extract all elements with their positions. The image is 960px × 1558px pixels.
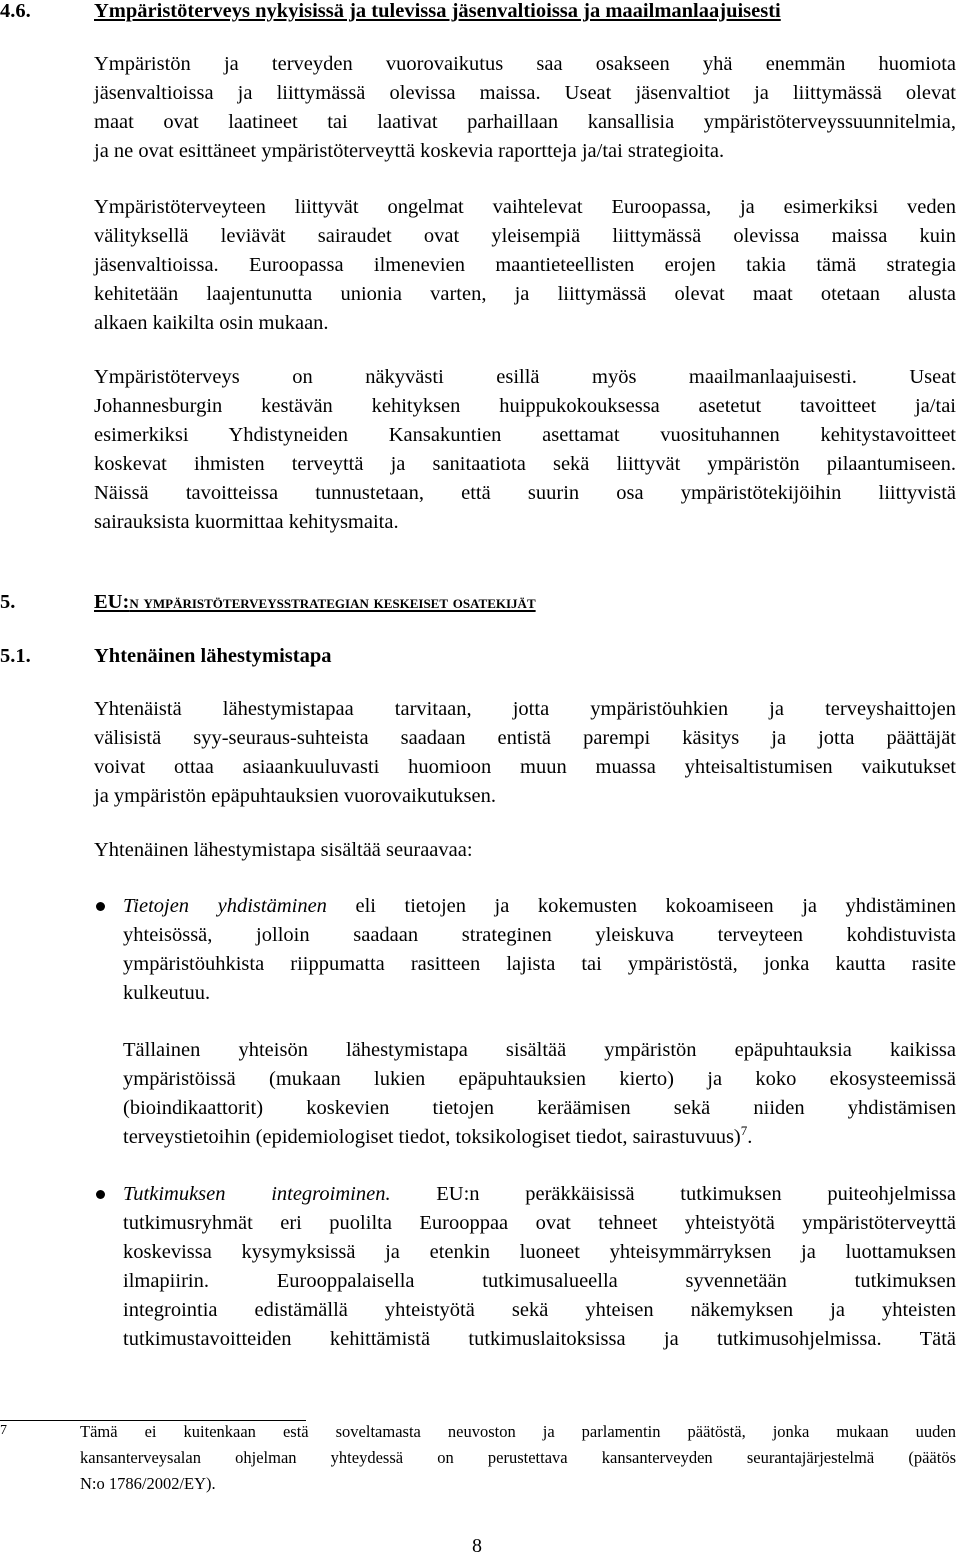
text-line: jäsenvaltioissa. Euroopassa ilmenevien maantieteellisten erojen takia tämä strategia — [94, 254, 956, 276]
text-run: . — [747, 1126, 753, 1148]
text-line: tutkimusryhmät eri puolilta Eurooppaa ovat tehneet yhteistyötä ympäristöterveyttä — [123, 1212, 956, 1234]
paragraph — [94, 695, 956, 811]
text-line: Yhtenäistä lähestymistapaa tarvitaan, jotta ympäristöuhkien ja terveyshaittojen — [94, 698, 956, 720]
section-title: Ympäristöterveys nykyisissä ja tulevissa jäsenvaltioissa ja maailmanlaajuisesti — [94, 0, 781, 22]
text-line: Yhtenäinen lähestymistapa sisältää seuraavaa: — [94, 839, 473, 861]
text-line: ja ne ovat esittäneet ympäristöterveyttä koskevia raportteja ja/tai strategioita. — [94, 140, 725, 162]
text-line: ja ympäristön epäpuhtauksien vuorovaikutuksen. — [94, 785, 496, 807]
paragraph — [94, 193, 956, 338]
footnote-number: 7 — [0, 1423, 7, 1438]
section-title — [94, 589, 536, 616]
text-line: koskevat ihmisten terveyttä ja sanitaatiota sekä liittyvät ympäristön pilaantumiseen. — [94, 453, 956, 475]
section-title-part: EU: — [94, 591, 130, 613]
section-title-part: n ympäristöterveysstrategian keskeiset osatekijät — [129, 592, 536, 613]
bullet-icon — [96, 1190, 105, 1199]
text-line: maat ovat laatineet tai laativat parhaillaan kansallisia ympäristöterveyssuunnitelmia, — [94, 111, 956, 133]
paragraph — [123, 1036, 956, 1152]
text-line: Ympäristöterveys on näkyvästi esillä myös maailmanlaajuisesti. Useat — [94, 366, 956, 388]
section-number: 4.6. — [0, 0, 31, 22]
text-line: ympäristöuhkista riippumatta rasitteen lajista tai ympäristöstä, jonka kautta rasite — [123, 953, 956, 975]
text-line: välisistä syy-seuraus-suhteista saadaan entistä parempi käsitys ja jotta päättäjät — [94, 727, 956, 749]
bullet-term: Tutkimuksen integroiminen. — [123, 1183, 391, 1205]
footnote-text — [80, 1419, 956, 1497]
text-line — [123, 892, 956, 921]
text-line: integrointia edistämällä yhteistyötä sekä yhteisen näkemyksen ja yhteisten — [123, 1299, 956, 1321]
section-number: 5. — [0, 591, 16, 613]
text-line: voivat ottaa asiaankuuluvasti huomioon muun muassa yhteisaltistumisen vaikutukset — [94, 756, 956, 778]
text-line: ilmapiirin. Eurooppalaisella tutkimusalueella syvennetään tutkimuksen — [123, 1270, 956, 1292]
text-line: kansanterveysalan ohjelman yhteydessä on perustettava kansanterveyden seurantajärjestelmä (päätös — [80, 1448, 956, 1467]
text-line: alkaen kaikilta osin mukaan. — [94, 312, 329, 334]
bullet-text: eli tietojen ja kokemusten kokoamiseen ja yhdistäminen — [355, 895, 956, 917]
bullet-icon — [96, 902, 105, 911]
text-line: välityksellä leviävät sairaudet ovat yleisempiä liittymässä olevissa maissa kuin — [94, 225, 956, 247]
text-line: sairauksista kuormittaa kehitysmaita. — [94, 511, 399, 533]
footnote-reference[interactable]: 7 — [740, 1123, 748, 1138]
text-line: kehitetään laajentunutta unionia varten, ja liittymässä olevat maat otetaan alusta — [94, 283, 956, 305]
text-line: Tällainen yhteisön lähestymistapa sisältää ympäristön epäpuhtauksia kaikissa — [123, 1039, 956, 1061]
section-number: 5.1. — [0, 645, 31, 667]
text-line: tutkimustavoitteiden kehittämistä tutkimuslaitoksissa ja tutkimusohjelmissa. Tätä — [123, 1328, 956, 1350]
text-line: koskevissa kysymyksissä ja etenkin luoneet yhteisymmärryksen ja luottamuksen — [123, 1241, 956, 1263]
text-line: (bioindikaattorit) koskevien tietojen keräämisen sekä niiden yhdistämisen — [123, 1097, 956, 1119]
text-line: ympäristöissä (mukaan lukien epäpuhtauksien kierto) ja koko ekosysteemissä — [123, 1068, 956, 1090]
text-line: esimerkiksi Yhdistyneiden Kansakuntien asettamat vuosituhannen kehitystavoitteet — [94, 424, 956, 446]
bullet-text: EU:n peräkkäisissä tutkimuksen puiteohjelmissa — [436, 1183, 956, 1205]
text-line: jäsenvaltioissa ja liittymässä olevissa maissa. Useat jäsenvaltiot ja liittymässä olevat — [94, 82, 956, 104]
text-line — [123, 1180, 956, 1209]
paragraph — [94, 836, 956, 865]
page-number: 8 — [472, 1535, 482, 1557]
paragraph — [94, 50, 956, 166]
text-line: yhteisössä, jolloin saadaan strateginen yleiskuva terveyteen kohdistuvista — [123, 924, 956, 946]
text-line: Näissä tavoitteissa tunnustetaan, että suurin osa ympäristötekijöihin liittyvistä — [94, 482, 956, 504]
text-line: kulkeutuu. — [123, 982, 211, 1004]
bullet-term: Tietojen yhdistäminen — [123, 895, 327, 917]
text-run: terveystietoihin (epidemiologiset tiedot, toksikologiset tiedot, sairastuvuus) — [123, 1126, 741, 1148]
text-line: Johannesburgin kestävän kehityksen huippukokouksessa asetetut tavoitteet ja/tai — [94, 395, 956, 417]
text-line: Ympäristöterveyteen liittyvät ongelmat vaihtelevat Euroopassa, ja esimerkiksi veden — [94, 196, 956, 218]
section-title: Yhtenäinen lähestymistapa — [94, 645, 332, 667]
text-line: Ympäristön ja terveyden vuorovaikutus saa osakseen yhä enemmän huomiota — [94, 53, 956, 75]
list-item — [123, 1180, 956, 1354]
list-item — [123, 892, 956, 1008]
text-line: N:o 1786/2002/EY). — [80, 1474, 216, 1493]
text-line — [123, 1123, 956, 1152]
text-line: Tämä ei kuitenkaan estä soveltamasta neuvoston ja parlamentin päätöstä, jonka mukaan uuden — [80, 1422, 956, 1441]
paragraph — [94, 363, 956, 537]
